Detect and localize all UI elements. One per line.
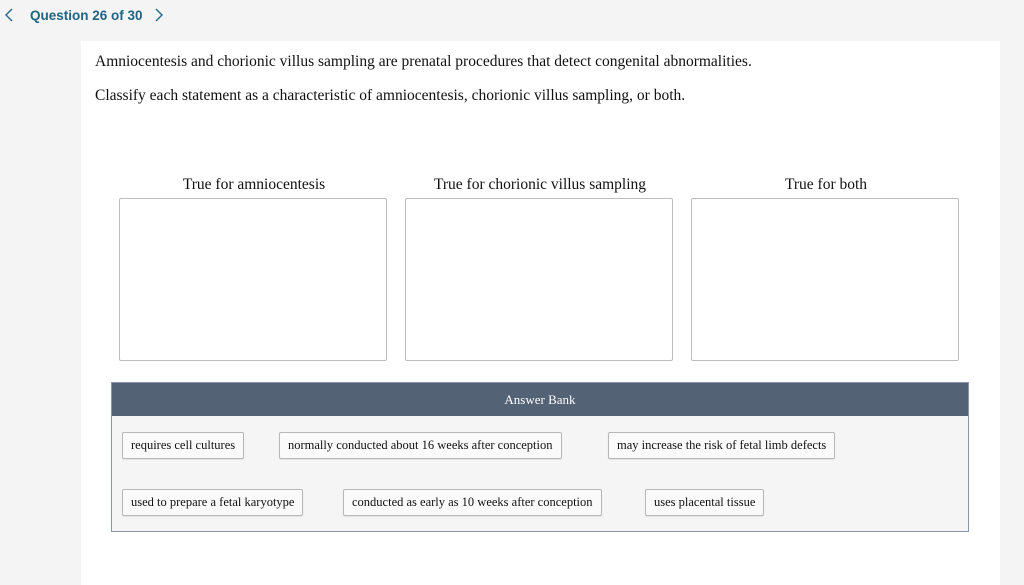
answer-chip-16-weeks[interactable]: normally conducted about 16 weeks after conception [279,432,562,459]
drop-zone-chorionic-villus-sampling[interactable] [405,198,673,361]
chevron-right-icon[interactable] [151,6,167,26]
drop-zone-amniocentesis[interactable] [119,198,387,361]
question-counter: Question 26 of 30 [30,8,143,23]
answer-chip-placental-tissue[interactable]: uses placental tissue [645,489,764,516]
bin-label-chorionic-villus-sampling: True for chorionic villus sampling [433,176,647,193]
answer-chip-fetal-karyotype[interactable]: used to prepare a fetal karyotype [122,489,303,516]
question-instruction: Classify each statement as a characteristic of amniocentesis, chorionic villus sampling, or both. [95,87,686,104]
question-card [81,41,1000,585]
answer-bank[interactable] [111,382,969,532]
bin-label-amniocentesis: True for amniocentesis [182,176,326,193]
answer-chip-limb-defects[interactable]: may increase the risk of fetal limb defects [608,432,835,459]
chevron-left-icon[interactable] [1,6,17,26]
answer-chip-10-weeks[interactable]: conducted as early as 10 weeks after conception [343,489,602,516]
question-navigation [0,0,1024,34]
question-intro: Amniocentesis and chorionic villus sampling are prenatal procedures that detect congenital abnormalities. [95,53,752,70]
answer-bank-title: Answer Bank [112,383,968,416]
answer-chip-requires-cell-cultures[interactable]: requires cell cultures [122,432,244,459]
bin-label-both: True for both [784,176,868,193]
drop-zone-both[interactable] [691,198,959,361]
